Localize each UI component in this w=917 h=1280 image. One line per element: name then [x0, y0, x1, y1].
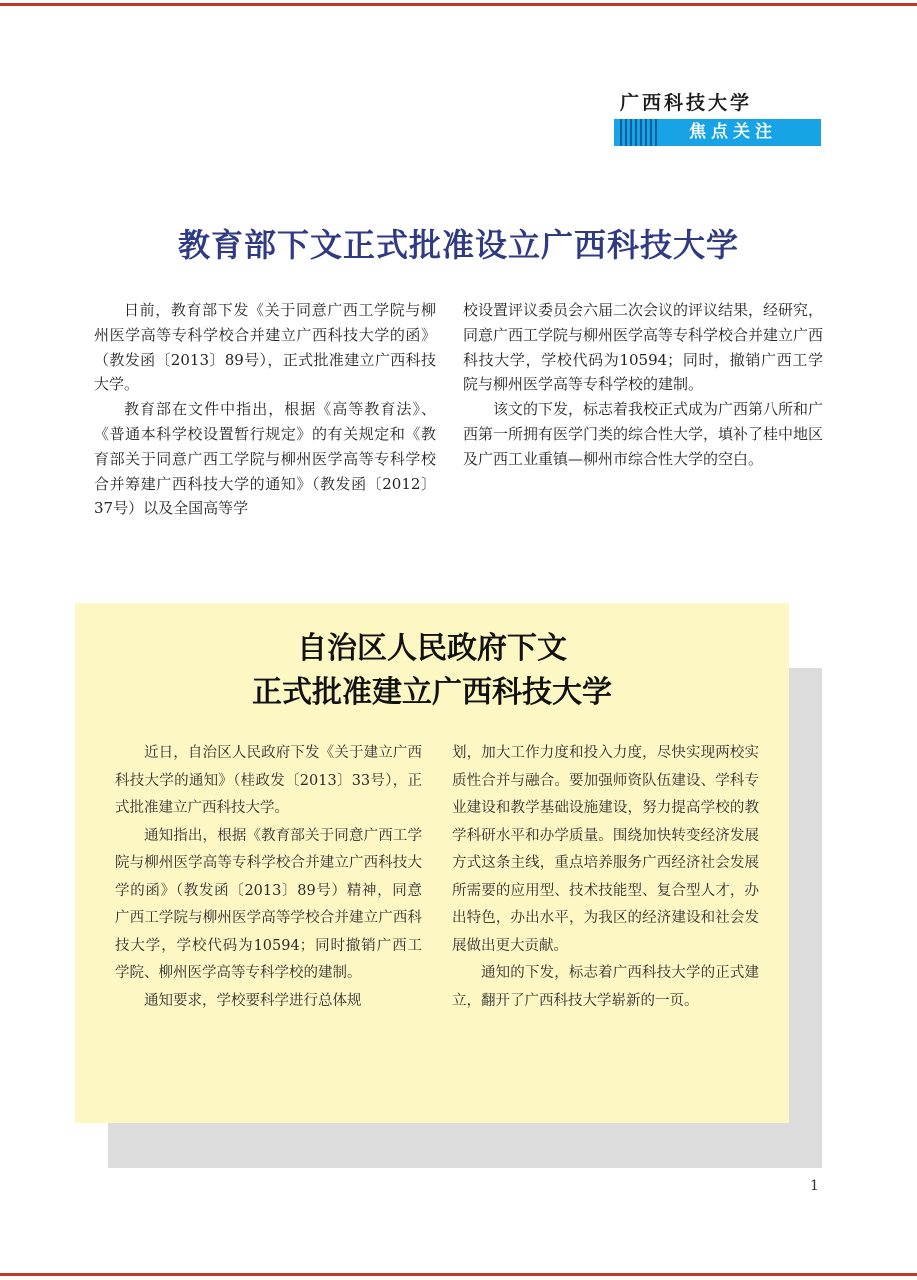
- page-number: 1: [810, 1178, 819, 1194]
- masthead-stripes: [620, 119, 660, 146]
- article1-title: 教育部下文正式批准设立广西科技大学: [177, 226, 739, 264]
- article2-column-left: [115, 740, 422, 1015]
- article2-paragraph: 通知的下发，标志着广西科技大学的正式建立，翻开了广西科技大学崭新的一页。: [452, 965, 759, 1009]
- article2-box: [75, 603, 789, 1123]
- article2-paragraph: 通知要求，学校要科学进行总体规: [144, 992, 362, 1009]
- article1-column-right: [463, 298, 823, 472]
- article2-title-line2: 正式批准建立广西科技大学: [252, 675, 612, 710]
- article2-title: [75, 627, 789, 715]
- article2-column-right: [452, 740, 759, 1015]
- article1-paragraph: 校设置评议委员会六届二次会议的评议结果，经研究，同意广西工学院与柳州医学高等专科学校合并建立广西科技大学，学校代码为10594；同时，撤销广西工学院与柳州医学高等专科学校的建制。: [463, 301, 824, 394]
- article2-paragraph: 划，加大工作力度和投入力度，尽快实现两校实质性合并与融合。要加强师资队伍建设、学科专业建设和教学基础设施建设，努力提高学校的教学科研水平和办学质量。围绕加快转变经济发展方式这条主线，重点培养服务广西经济社会发展所需要的应用型、技术技能型、复合型人才，办出特色，办出水平，为我区的经济建设和社会发展做出更大贡献。: [452, 745, 759, 954]
- article1-paragraph: 该文的下发，标志着我校正式成为广西第八所和广西第一所拥有医学门类的综合性大学，填补了桂中地区及广西工业重镇—柳州市综合性大学的空白。: [463, 400, 824, 468]
- article1-column-left: [94, 298, 436, 521]
- masthead-section: 焦点关注: [689, 122, 777, 142]
- masthead-section-bar: [614, 119, 821, 146]
- bottom-rule: [0, 1273, 917, 1276]
- article2-title-line1: 自治区人民政府下文: [297, 631, 567, 666]
- masthead-university: 广西科技大学: [620, 92, 753, 114]
- masthead: [614, 90, 821, 146]
- article2-paragraph: 通知指出，根据《教育部关于同意广西工学院与柳州医学高等专科学校合并建立广西科技大学的函》（教发函〔2013〕89号）精神，同意广西工学院与柳州医学高等学校合并建立广西科技大学，学校代码为10594；同时撤销广西工学院、柳州医学高等专科学校的建制。: [115, 827, 422, 981]
- article1-paragraph: 日前，教育部下发《关于同意广西工学院与柳州医学高等专科学校合并建立广西科技大学的函》（教发函〔2013〕89号），正式批准建立广西科技大学。: [94, 301, 436, 394]
- article2-paragraph: 近日，自治区人民政府下发《关于建立广西科技大学的通知》（桂政发〔2013〕33号），正式批准建立广西科技大学。: [115, 745, 422, 816]
- article1-paragraph: 教育部在文件中指出，根据《高等教育法》、《普通本科学校设置暂行规定》的有关规定和《教育部关于同意广西工学院与柳州医学高等专科学校合并筹建广西科技大学的通知》（教发函〔2012〕37号）以及全国高等学: [94, 400, 436, 518]
- top-rule: [0, 3, 917, 6]
